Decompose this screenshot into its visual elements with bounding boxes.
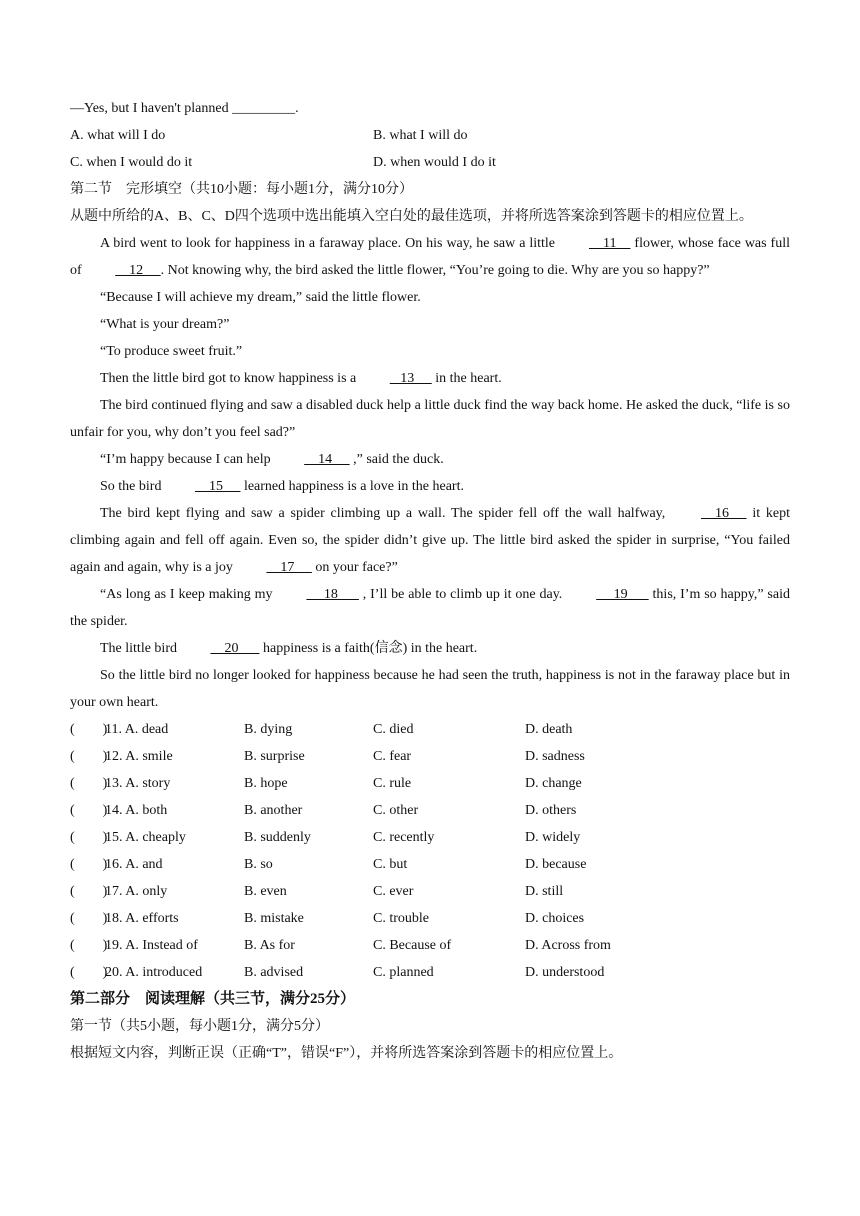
section-title: 第一节（共5小题，每小题1分，满分5分） [70, 1019, 329, 1034]
answer-paren[interactable]: ( ) [70, 911, 108, 926]
option-b[interactable]: B. advised [244, 965, 304, 980]
option-b[interactable]: B. surprise [244, 749, 305, 764]
option-b[interactable]: B. hope [244, 776, 288, 791]
option-a[interactable]: 13. A. story [105, 776, 171, 791]
question-10-options-row-2 [70, 149, 790, 176]
blank-13: 13 [389, 371, 432, 386]
section-instruction: 从题中所给的A、B、C、D四个选项中选出能填入空白处的最佳选项，并将所选答案涂到答题卡的相应位置上。 [70, 209, 753, 224]
option-b[interactable]: B. even [244, 884, 287, 899]
blank-15: 15 [194, 479, 241, 494]
option-b[interactable]: B. another [244, 803, 303, 818]
option-d[interactable]: D. still [525, 884, 564, 899]
option-c[interactable]: C. ever [373, 884, 414, 899]
answer-paren[interactable]: ( ) [70, 722, 108, 737]
blank-18: 18 [306, 587, 359, 602]
passage-paragraph: “To produce sweet fruit.” [100, 344, 243, 359]
question-row [70, 851, 790, 878]
option-c[interactable]: C. but [373, 857, 408, 872]
answer-paren[interactable]: ( ) [70, 938, 108, 953]
option-a[interactable]: A. what will I do [70, 128, 166, 143]
passage-paragraph: “As long as I keep making my 18 , I’ll be able to climb up it one day. 19 this, I’m so happy,” said the spider. [70, 581, 790, 635]
question-row [70, 878, 790, 905]
option-b[interactable]: B. what I will do [373, 128, 468, 143]
blank-14: 14 [304, 452, 350, 467]
question-row [70, 743, 790, 770]
option-d[interactable]: D. because [525, 857, 587, 872]
answer-paren[interactable]: ( ) [70, 749, 108, 764]
question-row [70, 959, 790, 986]
answer-paren[interactable]: ( ) [70, 965, 108, 980]
passage-paragraph: The bird kept flying and saw a spider climbing up a wall. The spider fell off the wall halfway, 16 it kept climbing again and fell off again. Even so, the spider didn’t give up. The little bird asked the spider in surprise, “You failed again and again, why is a joy 17 on your face?” [70, 500, 790, 581]
option-d[interactable]: D. when would I do it [373, 155, 496, 170]
option-a[interactable]: 15. A. cheaply [105, 830, 186, 845]
passage-paragraph: “What is your dream?” [100, 317, 230, 332]
option-c[interactable]: C. Because of [373, 938, 452, 953]
question-row [70, 797, 790, 824]
option-b[interactable]: B. As for [244, 938, 295, 953]
option-a[interactable]: 12. A. smile [105, 749, 173, 764]
passage-paragraph: “I’m happy because I can help 14 ,” said the duck. [70, 446, 790, 473]
option-d[interactable]: D. sadness [525, 749, 585, 764]
option-a[interactable]: 11. A. dead [105, 722, 169, 737]
question-row [70, 770, 790, 797]
option-d[interactable]: D. change [525, 776, 582, 791]
question-row [70, 824, 790, 851]
answer-paren[interactable]: ( ) [70, 830, 108, 845]
question-10-stem: —Yes, but I haven't planned _________. [70, 101, 299, 116]
question-row [70, 716, 790, 743]
option-c[interactable]: C. planned [373, 965, 434, 980]
option-d[interactable]: D. choices [525, 911, 585, 926]
passage-paragraph: A bird went to look for happiness in a faraway place. On his way, he saw a little 11 flower, whose face was full of 12 . Not knowing why, the bird asked the little flower, “You’re going to die. Why are you so happy?” [70, 230, 790, 284]
passage-paragraph: So the bird 15 learned happiness is a love in the heart. [70, 473, 790, 500]
question-row [70, 932, 790, 959]
option-d[interactable]: D. death [525, 722, 573, 737]
question-10-options-row-1 [70, 122, 790, 149]
option-c[interactable]: C. other [373, 803, 419, 818]
option-b[interactable]: B. so [244, 857, 273, 872]
option-c[interactable]: C. trouble [373, 911, 429, 926]
blank-20: 20 [210, 641, 260, 656]
option-d[interactable]: D. Across from [525, 938, 611, 953]
option-a[interactable]: 19. A. Instead of [105, 938, 198, 953]
option-b[interactable]: B. mistake [244, 911, 304, 926]
section-instruction: 根据短文内容，判断正误（正确“T”，错误“F”），并将所选答案涂到答题卡的相应位置上。 [70, 1046, 623, 1061]
option-d[interactable]: D. widely [525, 830, 581, 845]
answer-paren[interactable]: ( ) [70, 776, 108, 791]
answer-paren[interactable]: ( ) [70, 857, 108, 872]
option-c[interactable]: C. died [373, 722, 414, 737]
blank-16: 16 [701, 506, 747, 521]
document-page [70, 95, 790, 1067]
option-b[interactable]: B. suddenly [244, 830, 311, 845]
answer-paren[interactable]: ( ) [70, 803, 108, 818]
option-d[interactable]: D. others [525, 803, 577, 818]
passage-paragraph: So the little bird no longer looked for happiness because he had seen the truth, happiness is not in the faraway place but in your own heart. [70, 668, 790, 710]
passage-paragraph: Then the little bird got to know happiness is a 13 in the heart. [70, 365, 790, 392]
blank-11: 11 [588, 236, 631, 251]
option-c[interactable]: C. rule [373, 776, 412, 791]
option-c[interactable]: C. fear [373, 749, 412, 764]
passage-paragraph: The bird continued flying and saw a disabled duck help a little duck find the way back home. He asked the duck, “life is so unfair for you, why don’t you feel sad?” [70, 398, 790, 440]
blank-12: 12 [115, 263, 161, 278]
answer-paren[interactable]: ( ) [70, 884, 108, 899]
option-d[interactable]: D. understood [525, 965, 605, 980]
option-a[interactable]: 14. A. both [105, 803, 168, 818]
option-c[interactable]: C. when I would do it [70, 155, 193, 170]
question-row [70, 905, 790, 932]
blank-17: 17 [266, 560, 312, 575]
passage-paragraph: The little bird 20 happiness is a faith(信念) in the heart. [70, 635, 790, 662]
option-a[interactable]: 16. A. and [105, 857, 163, 872]
part-title: 第二部分 阅读理解（共三节，满分25分） [70, 991, 356, 1007]
passage-paragraph: “Because I will achieve my dream,” said the little flower. [100, 290, 421, 305]
option-a[interactable]: 18. A. efforts [105, 911, 179, 926]
question-list [70, 716, 790, 986]
option-a[interactable]: 17. A. only [105, 884, 168, 899]
option-a[interactable]: 20. A. introduced [105, 965, 203, 980]
blank-19: 19 [596, 587, 649, 602]
option-b[interactable]: B. dying [244, 722, 293, 737]
option-c[interactable]: C. recently [373, 830, 435, 845]
section-title: 第二节 完形填空（共10小题：每小题1分，满分10分） [70, 182, 413, 197]
